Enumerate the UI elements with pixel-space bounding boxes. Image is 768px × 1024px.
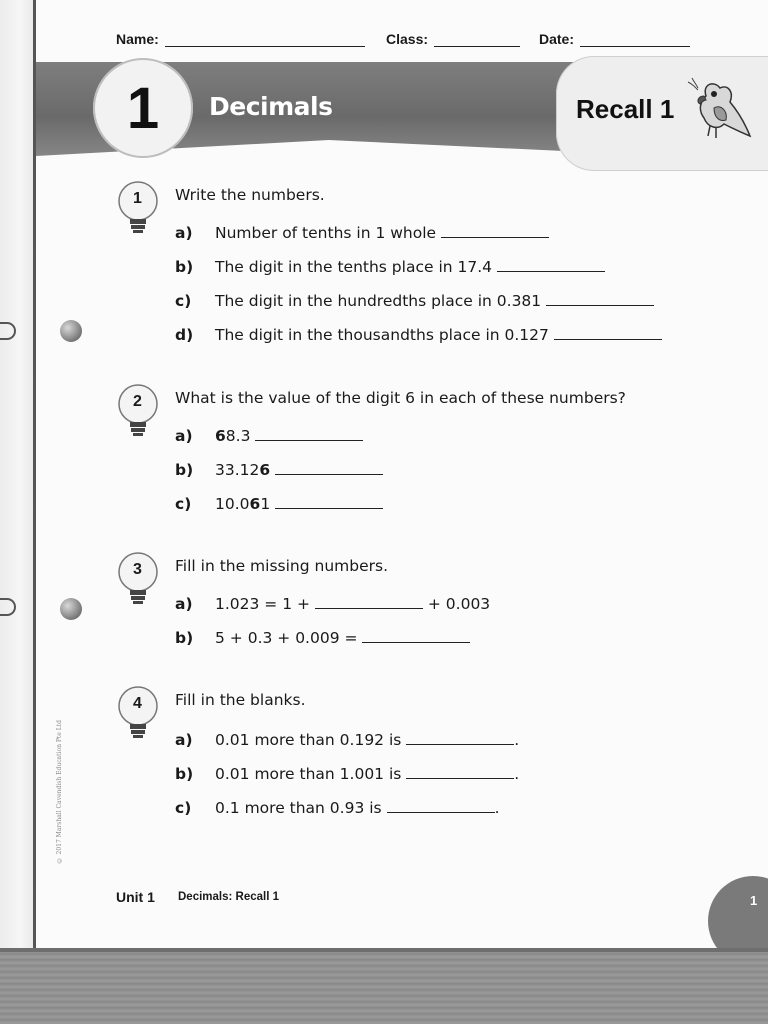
part-letter: a) xyxy=(175,731,193,749)
name-field[interactable] xyxy=(116,27,365,47)
page-number: 1 xyxy=(750,893,758,908)
part-letter: c) xyxy=(175,495,192,513)
highlighted-digit: 6 xyxy=(249,495,261,513)
part-text: The digit in the thousandths place in 0.127 xyxy=(215,326,549,344)
answer-blank[interactable] xyxy=(387,798,495,813)
punch-hole xyxy=(60,598,82,620)
answer-blank[interactable] xyxy=(441,223,549,238)
question-2 xyxy=(116,384,736,524)
question-part xyxy=(175,494,383,516)
number-suffix: 1 xyxy=(260,495,271,513)
class-input-line[interactable] xyxy=(434,34,520,47)
name-input-line[interactable] xyxy=(165,34,365,47)
question-prompt: Fill in the missing numbers. xyxy=(175,557,389,575)
question-part xyxy=(175,325,662,347)
chapter-number: 1 xyxy=(126,75,160,141)
equation-right: + 0.003 xyxy=(427,595,491,613)
equation-left: 5 + 0.3 + 0.009 = xyxy=(215,629,358,647)
part-text: The digit in the tenths place in 17.4 xyxy=(215,258,493,276)
part-text: The digit in the hundredths place in 0.381 xyxy=(215,292,542,310)
question-1 xyxy=(116,181,736,351)
part-letter: a) xyxy=(175,224,193,242)
question-prompt: What is the value of the digit 6 in each of these numbers? xyxy=(175,389,626,407)
question-number: 1 xyxy=(133,190,142,207)
page-title-footer: Decimals: Recall 1 xyxy=(178,891,280,903)
question-part xyxy=(175,223,549,245)
part-text: 0.01 more than 1.001 is xyxy=(215,765,402,783)
answer-blank[interactable] xyxy=(275,494,383,509)
number-prefix: 33.12 xyxy=(215,461,260,479)
number-prefix: 10.0 xyxy=(215,495,250,513)
part-letter: b) xyxy=(175,765,194,783)
class-label: Class: xyxy=(386,31,429,47)
part-letter: b) xyxy=(175,629,194,647)
question-part xyxy=(175,594,490,616)
answer-blank[interactable] xyxy=(406,764,514,779)
question-part xyxy=(175,291,654,313)
name-label: Name: xyxy=(116,31,159,47)
question-number: 2 xyxy=(133,393,142,410)
part-text: 0.01 more than 0.192 is xyxy=(215,731,402,749)
answer-blank[interactable] xyxy=(497,257,605,272)
part-letter: b) xyxy=(175,258,194,276)
highlighted-digit: 6 xyxy=(259,461,271,479)
question-part xyxy=(175,460,383,482)
scanner-bottom-edge xyxy=(0,948,768,1024)
question-part xyxy=(175,628,470,650)
answer-blank[interactable] xyxy=(546,291,654,306)
sentence-end: . xyxy=(514,765,520,783)
answer-blank[interactable] xyxy=(275,460,383,475)
question-number: 3 xyxy=(133,561,142,578)
question-prompt: Write the numbers. xyxy=(175,186,325,204)
answer-blank[interactable] xyxy=(362,628,470,643)
question-number: 4 xyxy=(133,695,142,712)
question-part xyxy=(175,798,500,820)
question-prompt: Fill in the blanks. xyxy=(175,691,306,709)
chapter-badge xyxy=(93,58,193,158)
number-suffix: 8.3 xyxy=(225,427,251,445)
answer-blank[interactable] xyxy=(554,325,662,340)
date-field[interactable] xyxy=(539,27,690,47)
question-part xyxy=(175,764,519,786)
question-4 xyxy=(116,686,736,826)
copyright-notice: © 2017 Marshall Cavendish Education Pte Ltd xyxy=(56,720,63,864)
answer-blank[interactable] xyxy=(406,730,514,745)
question-part xyxy=(175,730,519,752)
parrot-icon xyxy=(684,74,754,150)
answer-blank[interactable] xyxy=(255,426,363,441)
punch-hole xyxy=(60,320,82,342)
recall-label: Recall 1 xyxy=(576,94,675,124)
class-field[interactable] xyxy=(386,27,520,47)
part-text: Number of tenths in 1 whole xyxy=(215,224,437,242)
question-3 xyxy=(116,552,736,656)
part-text: 0.1 more than 0.93 is xyxy=(215,799,382,817)
chapter-title: Decimals xyxy=(209,92,333,121)
equation-left: 1.023 = 1 + xyxy=(215,595,310,613)
sentence-end: . xyxy=(514,731,520,749)
part-letter: c) xyxy=(175,799,192,817)
sentence-end: . xyxy=(494,799,500,817)
answer-blank[interactable] xyxy=(315,594,423,609)
part-letter: a) xyxy=(175,595,193,613)
unit-label: Unit 1 xyxy=(116,889,155,905)
part-letter: b) xyxy=(175,461,194,479)
part-letter: a) xyxy=(175,427,193,445)
part-letter: d) xyxy=(175,326,194,344)
question-part xyxy=(175,426,363,448)
question-part xyxy=(175,257,605,279)
part-letter: c) xyxy=(175,292,192,310)
date-input-line[interactable] xyxy=(580,34,690,47)
highlighted-digit: 6 xyxy=(215,427,226,445)
date-label: Date: xyxy=(539,31,575,47)
